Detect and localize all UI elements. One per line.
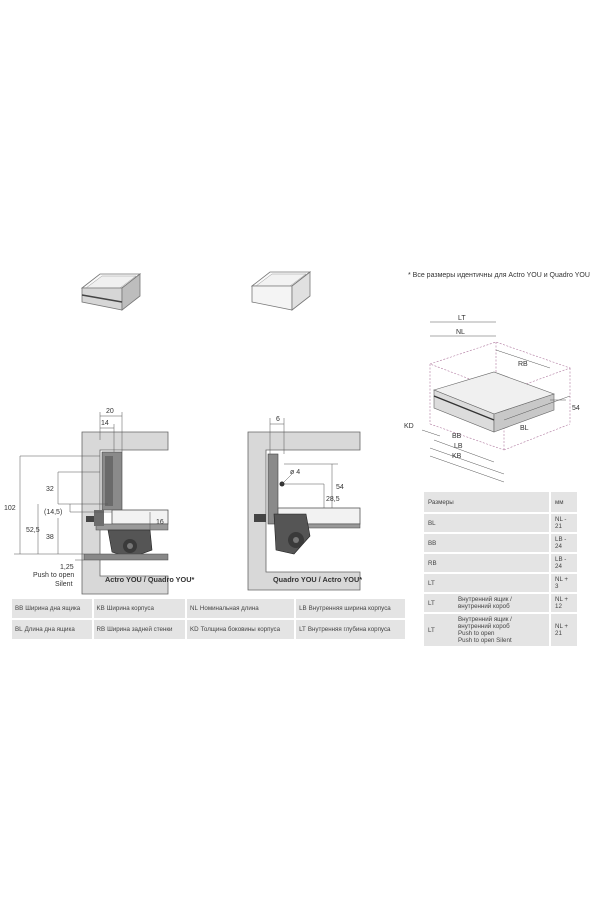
dims-desc: [454, 614, 549, 648]
dims-code: LT: [424, 614, 454, 648]
iso-label-nl: NL: [456, 329, 465, 336]
legend-cell: [187, 599, 296, 620]
legend-abbr: LB: [299, 605, 307, 612]
legend-row: [12, 599, 407, 620]
dim-20: 20: [106, 408, 114, 415]
dims-desc: [454, 594, 549, 614]
dims-header-unit: мм: [549, 492, 577, 514]
dim-54: 54: [336, 484, 344, 491]
caption-left: Actro YOU / Quadro YOU*: [105, 575, 195, 584]
legend-text: Ширина корпуса: [106, 605, 154, 612]
legend-text: Длина дна ящика: [24, 626, 75, 633]
dims-row: [424, 574, 577, 594]
dims-row: [424, 614, 577, 648]
dims-header-row: [424, 492, 577, 514]
legend-cell: [12, 620, 94, 641]
legend-abbr: RB: [96, 626, 106, 633]
dims-desc-line: Push to open: [458, 630, 495, 637]
dim-38: 38: [46, 534, 54, 541]
push-to-open-label: Push to open: [33, 572, 75, 579]
legend-text: Ширина дна ящика: [25, 605, 81, 612]
iso-label-bb: BB: [452, 433, 462, 440]
dim-16: 16: [156, 519, 164, 526]
legend-abbr: NL: [189, 605, 198, 612]
dims-value: NL + 3: [549, 574, 577, 594]
dims-value: LB - 24: [549, 554, 577, 574]
dim-28-5: 28,5: [326, 496, 340, 503]
dims-desc-line: Push to open Silent: [458, 637, 512, 644]
dims-value: NL - 21: [549, 514, 577, 534]
legend-text: Внутренняя глубина корпуса: [307, 626, 391, 633]
dim-14-5: (14,5): [44, 509, 63, 516]
legend-text: Внутренняя ширина корпуса: [308, 605, 391, 612]
dimensions-note: * Все размеры идентичны для Actro YOU и Quadro YOU: [408, 272, 590, 279]
silent-label: Silent: [55, 581, 73, 588]
cross-section-right: [240, 410, 370, 595]
dims-row: [424, 594, 577, 614]
dims-value: NL + 21: [549, 614, 577, 648]
dim-diameter-4: ø 4: [290, 469, 301, 476]
legend-text: Ширина задней стенки: [107, 626, 173, 633]
caption-right: Quadro YOU / Actro YOU*: [273, 575, 363, 584]
dims-desc: [454, 514, 549, 534]
legend-cell: [12, 599, 94, 620]
dims-header-label: Размеры: [424, 492, 549, 514]
dims-desc: [454, 574, 549, 594]
dims-code: LT: [424, 574, 454, 594]
dimensions-table: [424, 492, 577, 648]
dims-code: BL: [424, 514, 454, 534]
dims-desc-line: внутренний короб: [458, 603, 510, 610]
dims-code: BB: [424, 534, 454, 554]
dims-row: [424, 514, 577, 534]
legend-cell: [187, 620, 296, 641]
isometric-diagram: [400, 300, 585, 485]
dims-value: NL + 12: [549, 594, 577, 614]
drawer-thumbnail-actro: [80, 266, 142, 316]
dims-row: [424, 554, 577, 574]
dims-desc-line: внутренний короб: [458, 623, 510, 630]
abbreviation-legend: [12, 599, 407, 641]
dim-14: 14: [101, 420, 109, 427]
dim-102: 102: [4, 505, 16, 512]
legend-text: Толщина боковины корпуса: [200, 626, 281, 633]
legend-abbr: BB: [15, 605, 24, 612]
legend-cell: [94, 620, 187, 641]
legend-cell: [94, 599, 187, 620]
dims-desc: [454, 534, 549, 554]
dims-desc-line: Внутренний ящик /: [458, 596, 512, 603]
dims-desc-line: Внутренний ящик /: [458, 616, 512, 623]
dims-code: RB: [424, 554, 454, 574]
dim-32: 32: [46, 486, 54, 493]
dims-row: [424, 534, 577, 554]
iso-label-rb: RB: [518, 361, 528, 368]
dims-code: LT: [424, 594, 454, 614]
dim-1-25: 1,25: [60, 564, 74, 571]
legend-abbr: LT: [299, 626, 306, 633]
legend-row: [12, 620, 407, 641]
dims-desc: [454, 554, 549, 574]
legend-abbr: BL: [15, 626, 23, 633]
legend-cell: [296, 620, 407, 641]
drawer-thumbnail-quadro: [250, 264, 312, 316]
legend-abbr: KD: [189, 626, 199, 633]
iso-label-bl: BL: [520, 425, 529, 432]
iso-label-lt: LT: [458, 315, 466, 322]
iso-label-54: 54: [572, 405, 580, 412]
cross-section-left: [0, 400, 180, 600]
legend-cell: [296, 599, 407, 620]
iso-label-lb: LB: [454, 443, 463, 450]
dims-value: LB - 24: [549, 534, 577, 554]
iso-label-kb: KB: [452, 453, 462, 460]
legend-text: Номинальная длина: [199, 605, 259, 612]
dim-52-5: 52,5: [26, 527, 40, 534]
legend-abbr: KB: [96, 605, 105, 612]
dim-6: 6: [276, 416, 280, 423]
iso-label-kd: KD: [404, 423, 414, 430]
